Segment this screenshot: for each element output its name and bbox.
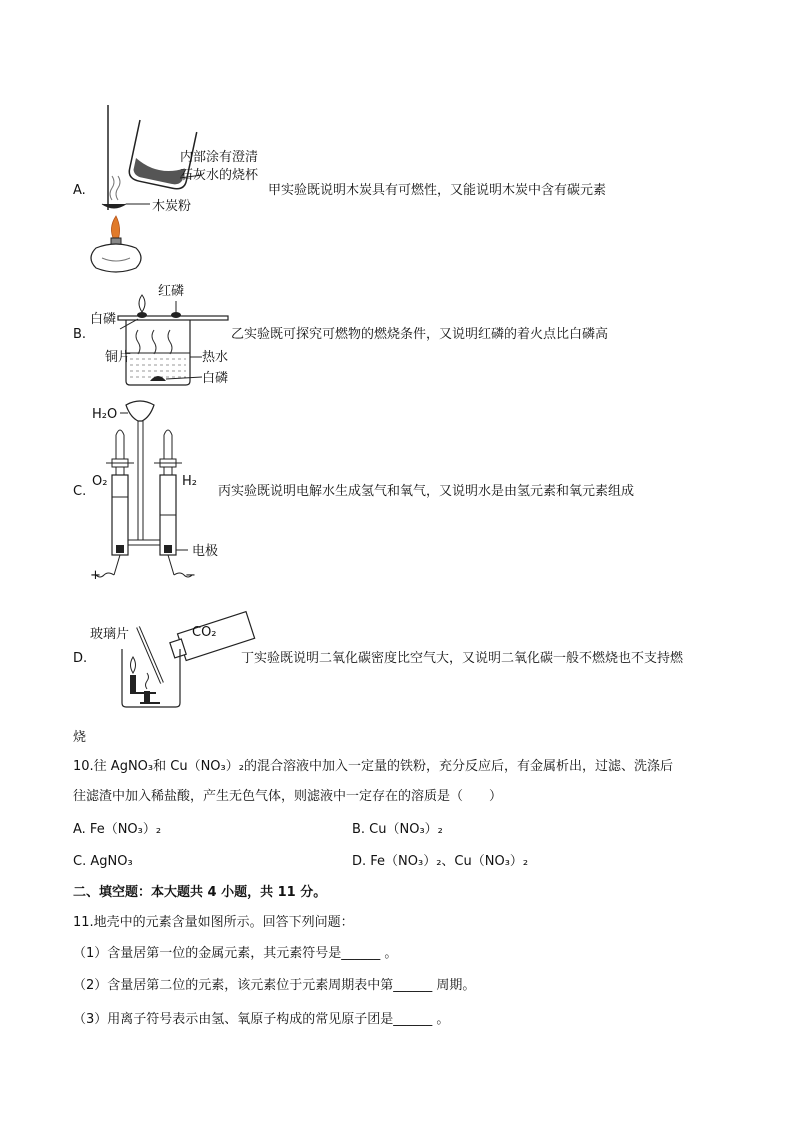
q11-sub3: （3）用离子符号表示由氢、氧原子构成的常见原子团是______ 。 (73, 1012, 450, 1027)
figure-b-phosphorus-apparatus (110, 285, 250, 395)
option-a-text: 甲实验既说明木炭具有可燃性，又能说明木炭中含有碳元素 (268, 183, 607, 198)
label-red-phosphorus: 红磷 (158, 284, 185, 299)
label-water-h2o: H₂O (92, 407, 118, 422)
label-electrode: 电极 (192, 544, 219, 559)
label-negative: − (185, 568, 196, 583)
q10-choice-a[interactable]: A. Fe（NO₃）₂ (73, 822, 162, 837)
option-d-letter: D. (73, 651, 88, 666)
q10-choice-b[interactable]: B. Cu（NO₃）₂ (352, 822, 443, 837)
label-glass-plate: 玻璃片 (90, 627, 130, 642)
label-hot-water: 热水 (202, 350, 229, 365)
option-c-letter: C. (73, 484, 87, 499)
option-a-letter: A. (73, 183, 86, 198)
label-white-phosphorus-top: 白磷 (90, 312, 117, 327)
q11-stem: 11.地壳中的元素含量如图所示。回答下列问题： (73, 915, 354, 930)
q10-stem-line2: 往滤渣中加入稀盐酸，产生无色气体，则滤液中一定存在的溶质是（ ） (73, 789, 503, 804)
option-b-text: 乙实验既可探究可燃物的燃烧条件，又说明红磷的着火点比白磷高 (231, 327, 609, 342)
option-d-text: 丁实验既说明二氧化碳密度比空气大，又说明二氧化碳一般不燃烧也不支持燃 (241, 651, 684, 666)
option-c-text: 丙实验既说明电解水生成氢气和氧气，又说明水是由氢元素和氧元素组成 (218, 484, 635, 499)
label-beaker-line2: 石灰水的烧杯 (180, 168, 259, 183)
label-hydrogen: H₂ (182, 474, 197, 489)
figure-a-combustion-apparatus (80, 100, 260, 280)
q10-choice-c[interactable]: C. AgNO₃ (73, 854, 133, 869)
label-white-phosphorus-bottom: 白磷 (202, 371, 229, 386)
q11-sub1: （1）含量居第一位的金属元素，其元素符号是______ 。 (73, 946, 398, 961)
label-charcoal-powder: 木炭粉 (152, 199, 192, 214)
label-co2: CO₂ (192, 625, 217, 640)
label-positive: + (90, 568, 101, 583)
label-oxygen: O₂ (92, 474, 108, 489)
option-d-text-wrap: 烧 (73, 730, 87, 745)
label-copper-plate: 铜片 (105, 350, 132, 365)
q11-sub2: （2）含量居第二位的元素，该元素位于元素周期表中第______ 周期。 (73, 978, 476, 993)
section-heading: 二、填空题：本大题共 4 小题，共 11 分。 (73, 885, 327, 900)
label-beaker-line1: 内部涂有澄清 (180, 150, 259, 165)
q10-choice-d[interactable]: D. Fe（NO₃）₂、Cu（NO₃）₂ (352, 854, 529, 869)
q10-stem-line1: 10.往 AgNO₃和 Cu（NO₃）₂的混合溶液中加入一定量的铁粉，充分反应后，有金属析出，过滤、洗涤后 (73, 759, 673, 774)
option-b-letter: B. (73, 327, 87, 342)
